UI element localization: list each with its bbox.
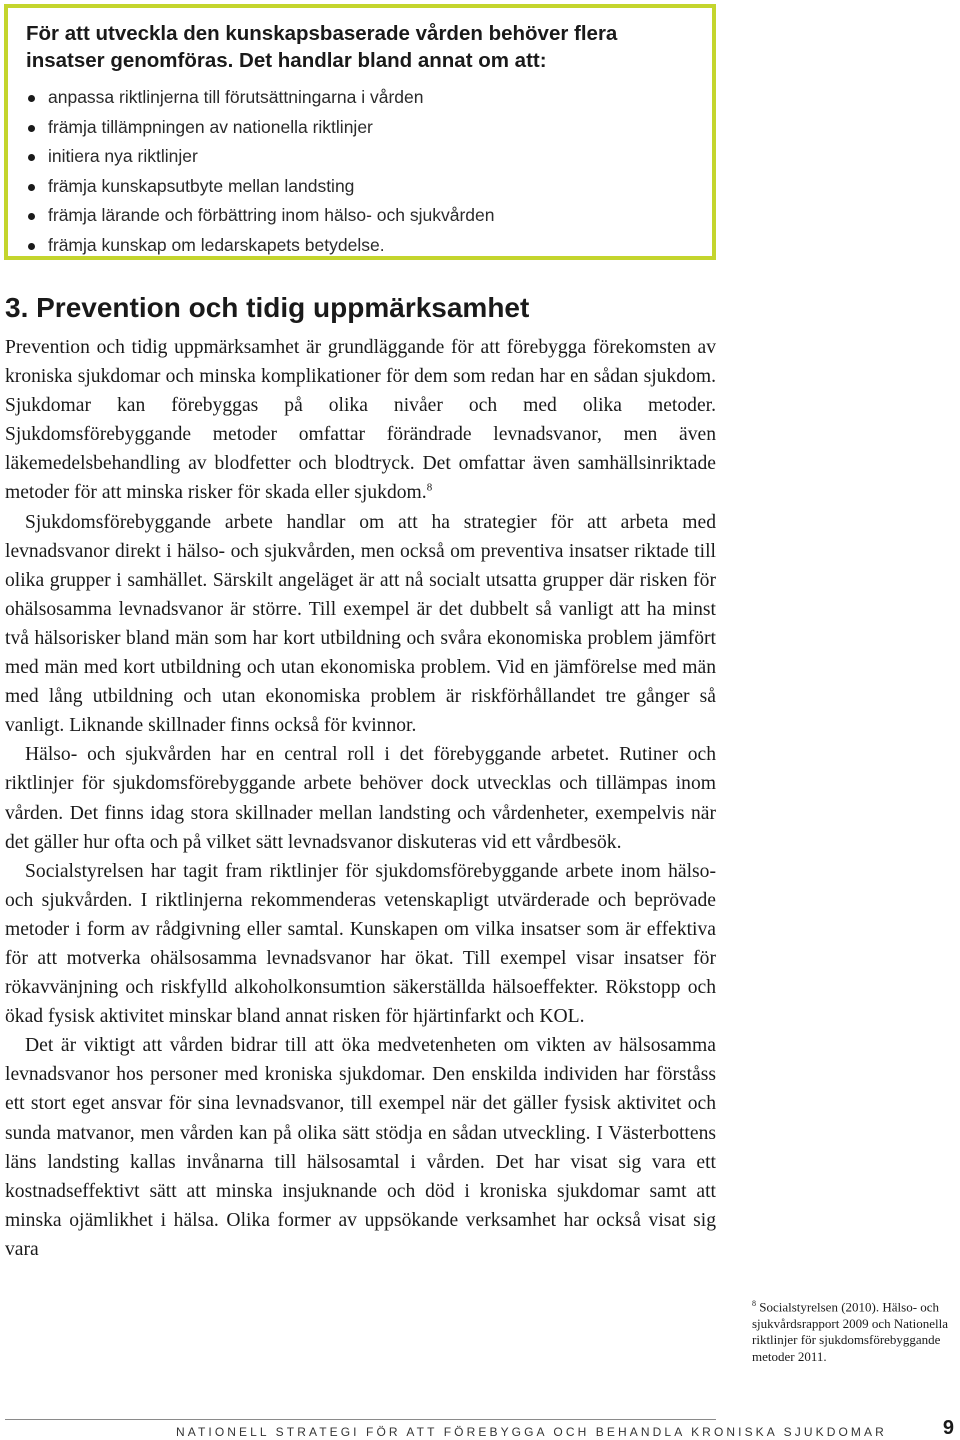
list-item: främja kunskapsutbyte mellan landsting <box>26 172 694 202</box>
list-item: främja tillämpningen av nationella riktlinjer <box>26 113 694 143</box>
body-text <box>5 333 716 1264</box>
paragraph: Socialstyrelsen har tagit fram riktlinjer för sjukdomsförebyggande arbete inom hälso- och sjukvården. I riktlinjerna rekommenderas vetenskapligt utvärderade och beprövade metoder i form av rådgivning eller samtal. Kunskapen om vilka insatser som är effektiva för att motverka ohälsosamma levnadsvanor har ökat. Till exempel visar insatser för rökavvänjning och riskfylld alkoholkonsumtion säkerställda hälsoeffekter. Rökstopp och ökad fysisk aktivitet minskar bland annat risken för hjärtinfarkt och KOL. <box>5 860 716 1028</box>
footnote-number: 8 <box>752 1299 756 1308</box>
paragraph: Det är viktigt att vården bidrar till att öka medvetenheten om vikten av hälsosamma levnadsvanor hos personer med kroniska sjukdomar. Den enskilda individen har förståss ett stort eget ansvar för sina levnadsvanor, till exempel när det gäller fysisk aktivitet och sunda matvanor, men vården kan på olika sätt stödja en sådan utveckling. I Västerbottens läns landsting kallas invånarna till hälsosamtal i vården. Det har visat sig vara ett kostnadseffektivt sätt att minska insjuknande och död i kroniska sjukdomar samt att minska ojämlikhet i hälsa. Olika former av uppsökande verksamhet har också visat sig vara <box>5 1035 716 1260</box>
callout-intro: För att utveckla den kunskapsbaserade vården behöver flera insatser genomföras. Det handlar bland annat om att: <box>26 22 618 72</box>
page-number: 9 <box>942 1417 954 1439</box>
paragraph-text: Prevention och tidig uppmärksamhet är grundläggande för att förebygga förekomsten av kroniska sjukdomar och minska komplikationer för dem som redan har en sådan sjukdom. Sjukdomar kan förebyggas på olika nivåer och med olika metoder. Sjukdomsförebyggande metoder omfattar förändrade levnadsvanor, men även läkemedelsbehandling av blodfetter och blodtryck. Det omfattar även samhällsinriktade metoder för att minska risker för skada eller sjukdom. <box>5 337 716 504</box>
paragraph: Sjukdomsförebyggande arbete handlar om att ha strategier för att arbeta med levnadsvanor direkt i hälso- och sjukvården, men också om preventiva insatser riktade till olika grupper i samhället. Särskilt angeläget är att nå socialt utsatta grupper där risken för ohälsosamma levnadsvanor är större. Till exempel är det dubbelt så vanligt att ha minst två hälsorisker bland män som har kort utbildning och svåra ekonomiska problem jämfört med män med kort utbildning och utan ekonomiska problem. Vid en jämförelse med män med lång utbildning och utan ekonomiska problem är riskförhållandet tre gånger så vanligt. Liknande skillnader finns också för kvinnor. <box>5 511 716 737</box>
paragraph: Hälso- och sjukvården har en central roll i det förebyggande arbetet. Rutiner och riktlinjer för sjukdomsförebyggande arbete behöver dock utvecklas och tillämpas inom vården. Det finns idag stora skillnader mellan landsting och vårdenheter, exempelvis när det gäller hur ofta och på vilket sätt levnadsvanor diskuteras vid ett vårdbesök. <box>5 744 716 853</box>
list-item: anpassa riktlinjerna till förutsättningarna i vården <box>26 83 694 113</box>
footnote <box>752 1296 952 1365</box>
list-item: främja lärande och förbättring inom hälso- och sjukvården <box>26 201 694 231</box>
callout-box <box>4 4 716 260</box>
list-item: initiera nya riktlinjer <box>26 142 694 172</box>
callout-list <box>26 83 694 260</box>
footnote-ref[interactable]: 8 <box>426 481 433 494</box>
footer-title: NATIONELL STRATEGI FÖR ATT FÖREBYGGA OCH BEHANDLA KRONISKA SJUKDOMAR <box>176 1425 887 1439</box>
list-item: främja kunskap om ledarskapets betydelse. <box>26 231 694 261</box>
paragraph <box>5 333 716 508</box>
footnote-text: Socialstyrelsen (2010). Hälso- och sjukvårdsrapport 2009 och Nationella riktlinjer för sjukdomsförebyggande metoder 2011. <box>752 1299 949 1364</box>
section-heading: 3. Prevention och tidig uppmärksamhet <box>5 292 530 323</box>
footer-divider <box>5 1419 716 1420</box>
